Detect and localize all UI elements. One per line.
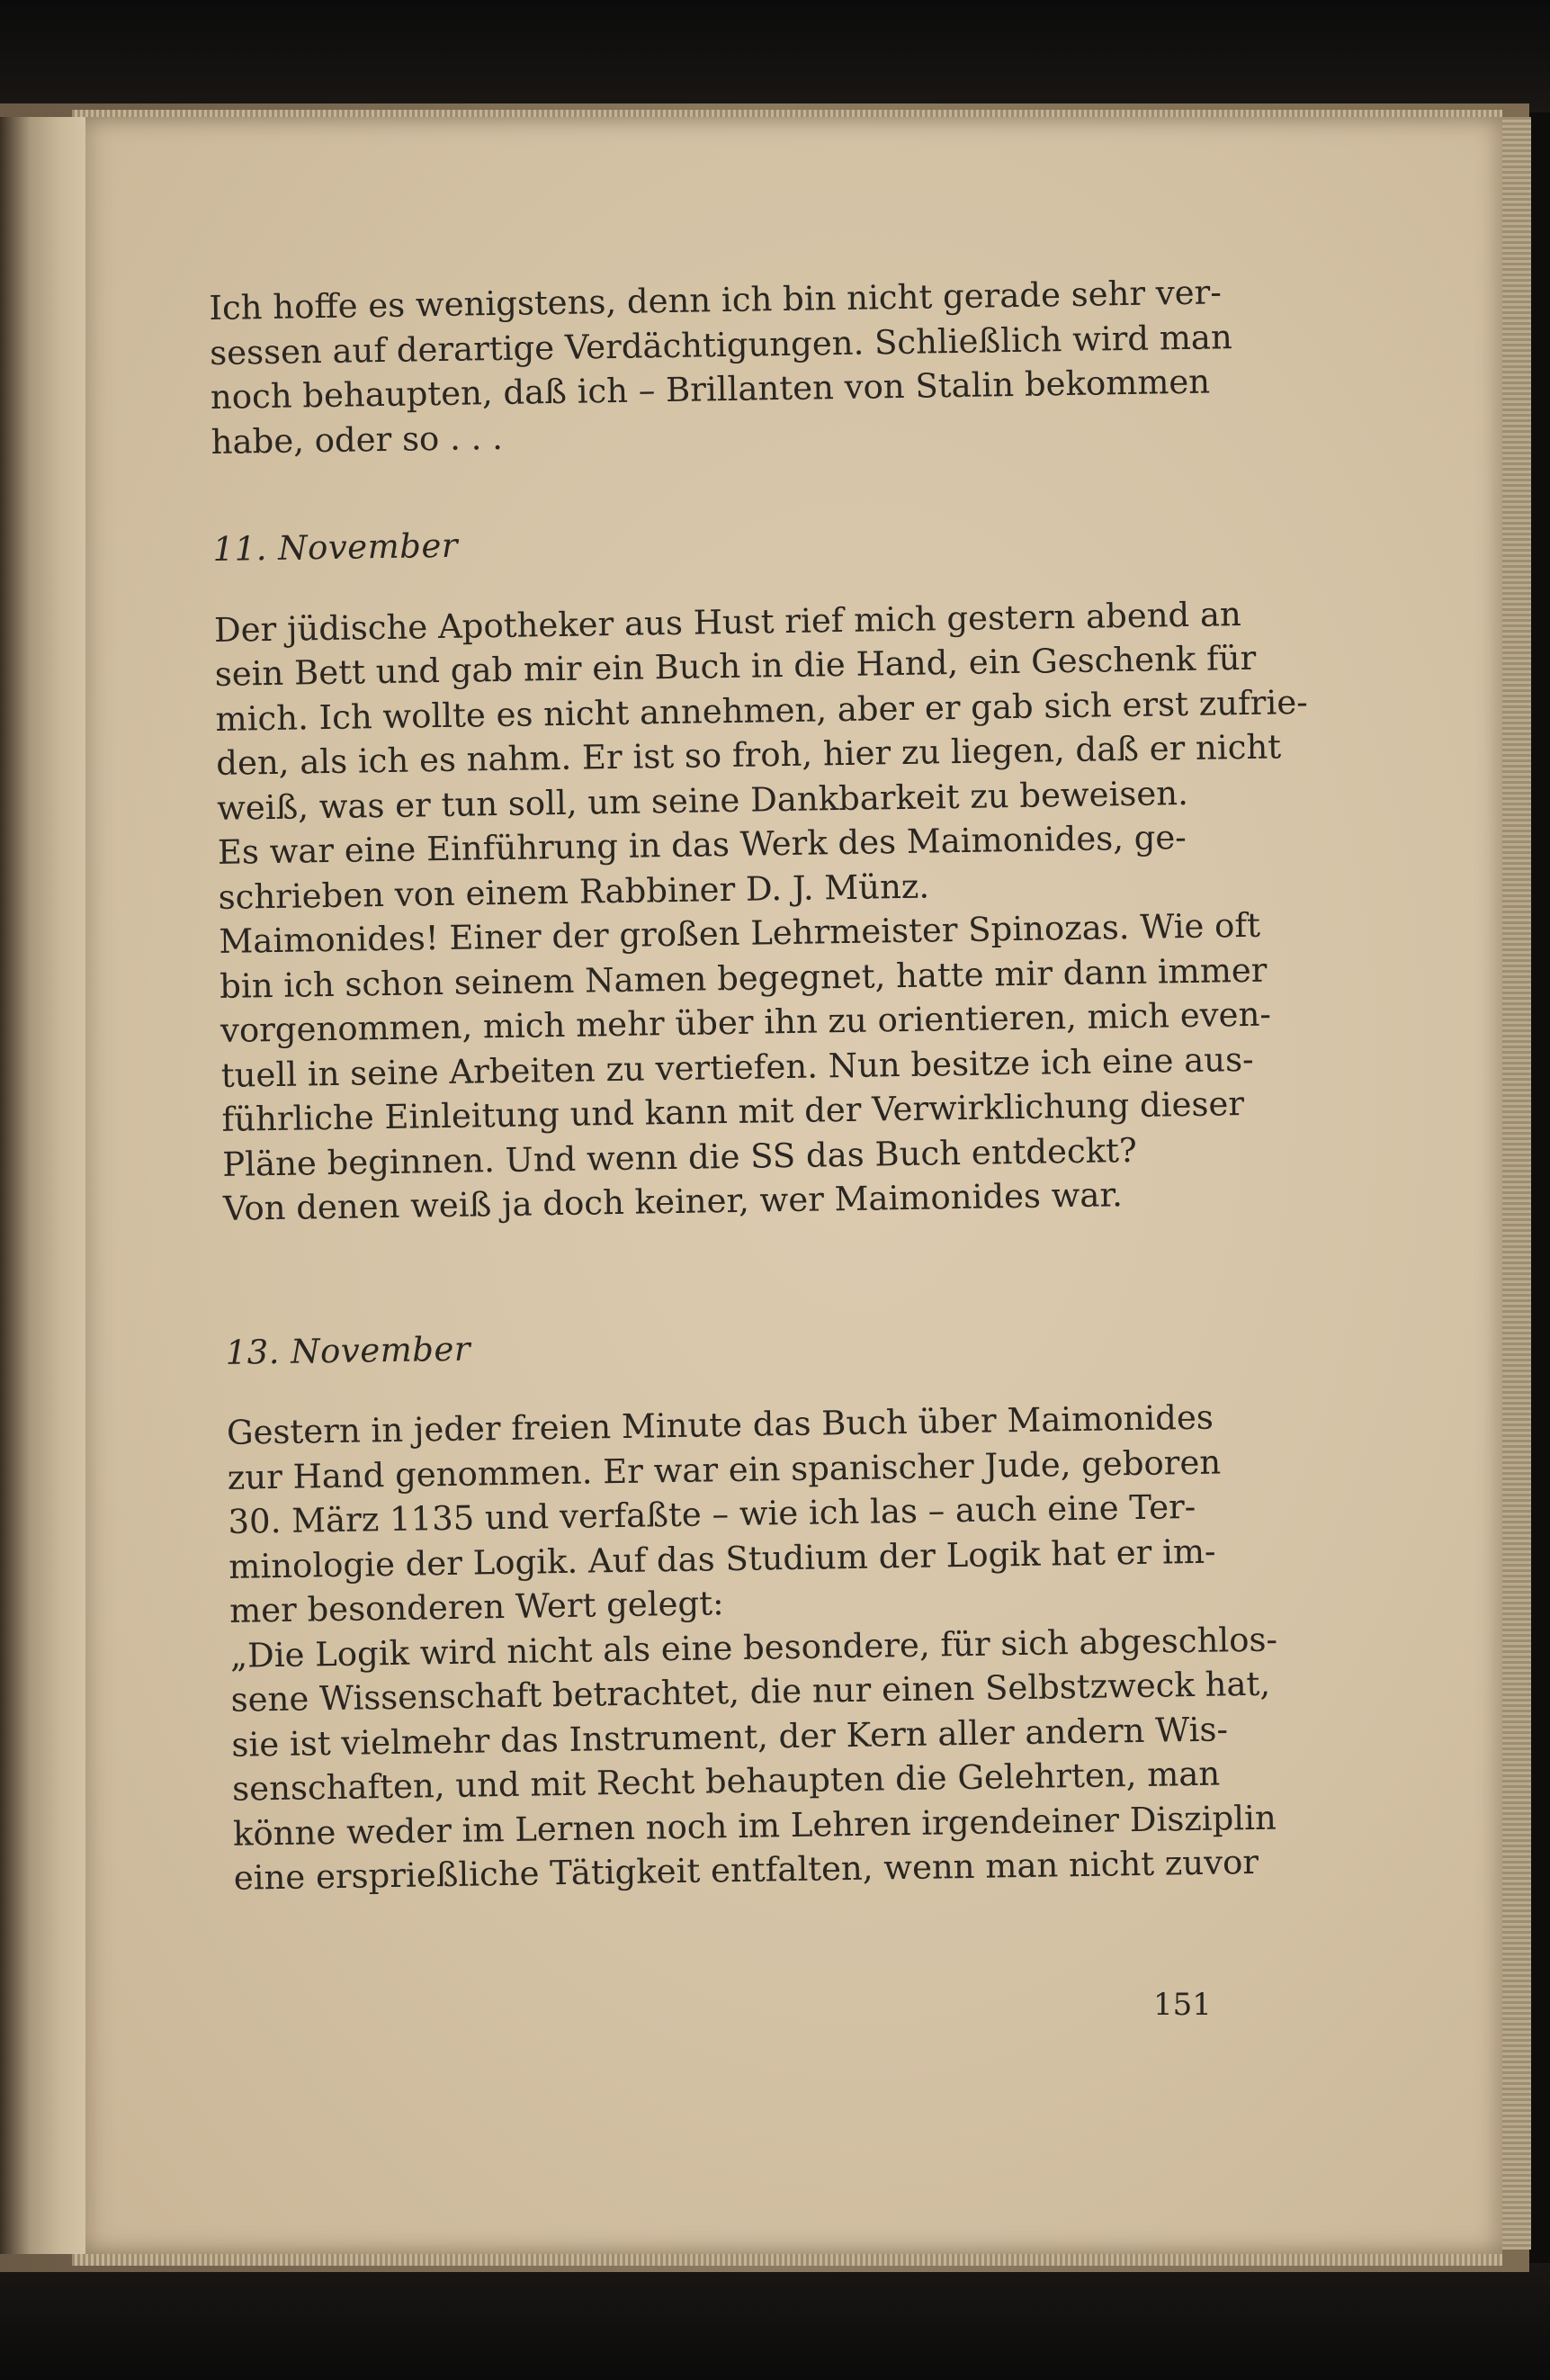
text-line: mich. Ich wollte es nicht annehmen, aber er gab sich erst zufrie- xyxy=(215,682,1308,739)
text-line: habe, oder so . . . xyxy=(211,418,504,462)
text-line: Von denen weiß ja doch keiner, wer Maimonides war. xyxy=(222,1175,1124,1228)
text-line: eine ersprießliche Tätigkeit entfalten, wenn man nicht zuvor xyxy=(233,1842,1259,1898)
text-line: mer besonderen Wert gelegt: xyxy=(228,1584,724,1630)
text-line: Es war eine Einführung in das Werk des Maimonides, ge- xyxy=(217,818,1187,872)
entry-date-heading: 13. November xyxy=(225,1329,471,1372)
text-line: 30. März 1135 und verfaßte – wie ich las – auch eine Ter- xyxy=(228,1486,1196,1541)
scan-background-bottom xyxy=(0,2263,1550,2380)
page-number: 151 xyxy=(1153,1987,1212,2023)
page-text xyxy=(209,271,1308,1901)
text-line: sie ist vielmehr das Instrument, der Kern aller andern Wis- xyxy=(231,1709,1229,1765)
text-line: Ich hoffe es wenigstens, denn ich bin nicht gerade sehr ver- xyxy=(209,273,1223,328)
text-line: Der jüdische Apotheker aus Hust rief mich gestern abend an xyxy=(213,594,1242,650)
text-line: bin ich schon seinem Namen begegnet, hatte mir dann immer xyxy=(219,950,1268,1006)
text-line: minologie der Logik. Auf das Studium der Logik hat er im- xyxy=(228,1531,1216,1586)
text-line: schrieben von einem Rabbiner D. J. Münz. xyxy=(218,867,930,917)
text-line: sein Bett und gab mir ein Buch in die Hand, ein Geschenk für xyxy=(214,638,1257,694)
text-line: Maimonides! Einer der großen Lehrmeister Spinozas. Wie oft xyxy=(219,905,1261,961)
text-line: Gestern in jeder freien Minute das Buch über Maimonides xyxy=(226,1397,1214,1452)
text-line: den, als ich es nahm. Er ist so froh, hier zu liegen, daß er nicht xyxy=(215,727,1282,783)
entry-date-heading: 11. November xyxy=(212,525,459,569)
paragraph-entry-13-november xyxy=(226,1395,1278,1900)
text-line: führliche Einleitung und kann mit der Verwirklichung dieser xyxy=(221,1084,1245,1139)
book-gutter xyxy=(0,117,85,2254)
text-line: senschaften, und mit Recht behaupten die Gelehrten, man xyxy=(231,1754,1221,1809)
paragraph-entry-11-november xyxy=(213,592,1308,1231)
text-line: weiß, was er tun soll, um seine Dankbarkeit zu beweisen. xyxy=(216,773,1189,828)
text-line: noch behaupten, daß ich – Brillanten von Stalin bekommen xyxy=(210,362,1211,417)
text-line: zur Hand genommen. Er war ein spanischer Jude, geboren xyxy=(227,1441,1222,1497)
text-line: vorgenommen, mich mehr über ihn zu orientieren, mich even- xyxy=(220,994,1272,1050)
text-line: Pläne beginnen. Und wenn die SS das Buch entdeckt? xyxy=(221,1130,1138,1184)
text-line: „Die Logik wird nicht als eine besondere, für sich abgeschlos- xyxy=(229,1620,1278,1675)
text-line: tuell in seine Arbeiten zu vertiefen. Nun besitze ich eine aus- xyxy=(220,1039,1254,1095)
text-line: sessen auf derartige Verdächtigungen. Schließlich wird man xyxy=(209,317,1233,373)
text-line: könne weder im Lernen noch im Lehren irgendeiner Disziplin xyxy=(232,1798,1277,1854)
scan-background-top xyxy=(0,0,1550,112)
paragraph-continuation xyxy=(209,271,1233,464)
text-line: sene Wissenschaft betrachtet, die nur einen Selbstzweck hat, xyxy=(230,1664,1271,1720)
